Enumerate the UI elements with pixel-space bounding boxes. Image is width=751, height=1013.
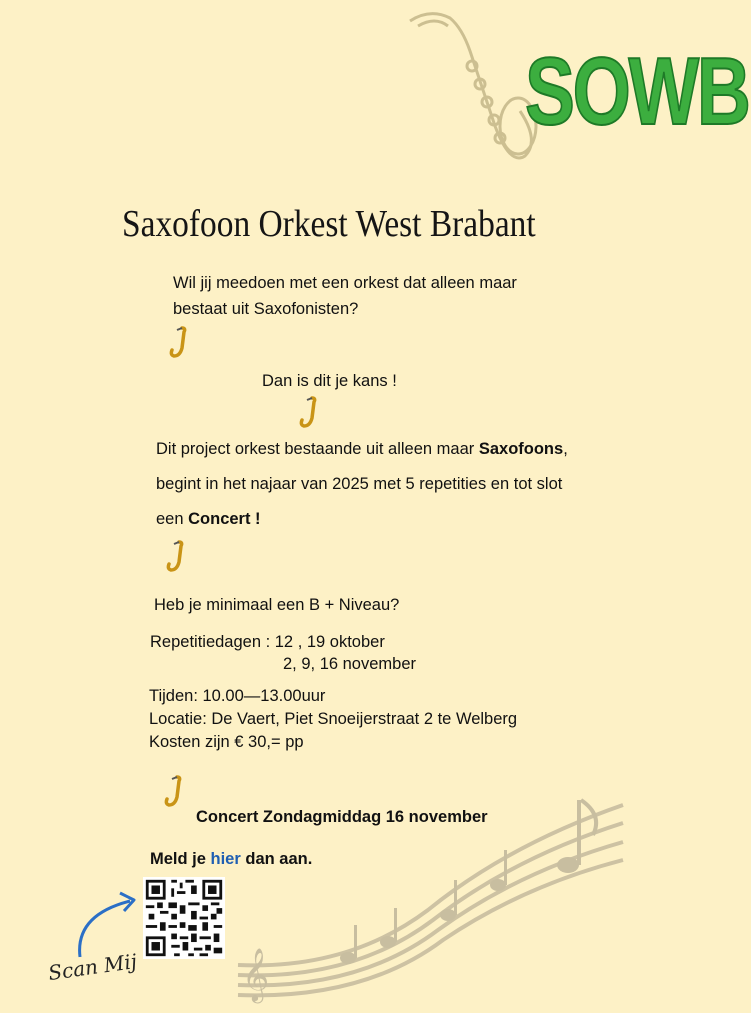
- saxophone-illustration: [400, 6, 540, 181]
- saxophone-icon: [163, 775, 185, 809]
- location-text: Locatie: De Vaert, Piet Snoeijerstraat 2 te Welberg: [149, 710, 518, 728]
- costs-text: Kosten zijn € 30,= pp: [149, 733, 304, 751]
- intro-line-2: bestaat uit Saxofonisten?: [173, 300, 359, 318]
- saxophone-icon: [168, 326, 190, 360]
- intro-line-1: Wil jij meedoen met een orkest dat alleen maar: [173, 274, 517, 292]
- rehearsal-dates-line-1: Repetitiedagen : 12 , 19 oktober: [150, 633, 385, 651]
- project-line-1: Dit project orkest bestaande uit alleen maar Saxofoons,: [156, 440, 568, 458]
- level-question: Heb je minimaal een B + Niveau?: [154, 596, 400, 614]
- concert-text: Concert Zondagmiddag 16 november: [196, 808, 488, 826]
- project-line-3: een Concert !: [156, 510, 261, 528]
- chance-text: Dan is dit je kans !: [262, 372, 397, 390]
- scan-label: Scan Mij: [46, 948, 139, 986]
- project-line-2: begint in het najaar van 2025 met 5 repetities en tot slot: [156, 475, 563, 493]
- saxophone-icon: [165, 540, 187, 574]
- sowb-logo: SOWB: [525, 38, 749, 145]
- saxophone-icon: [298, 396, 320, 430]
- signup-text: Meld je hier dan aan.: [150, 850, 313, 868]
- times-text: Tijden: 10.00—13.00uur: [149, 687, 326, 705]
- svg-text:𝄞: 𝄞: [242, 947, 270, 1001]
- qr-code[interactable]: [143, 877, 225, 959]
- page-title: Saxofoon Orkest West Brabant: [122, 203, 536, 245]
- signup-link[interactable]: hier: [210, 850, 241, 868]
- rehearsal-dates-line-2: 2, 9, 16 november: [283, 655, 416, 673]
